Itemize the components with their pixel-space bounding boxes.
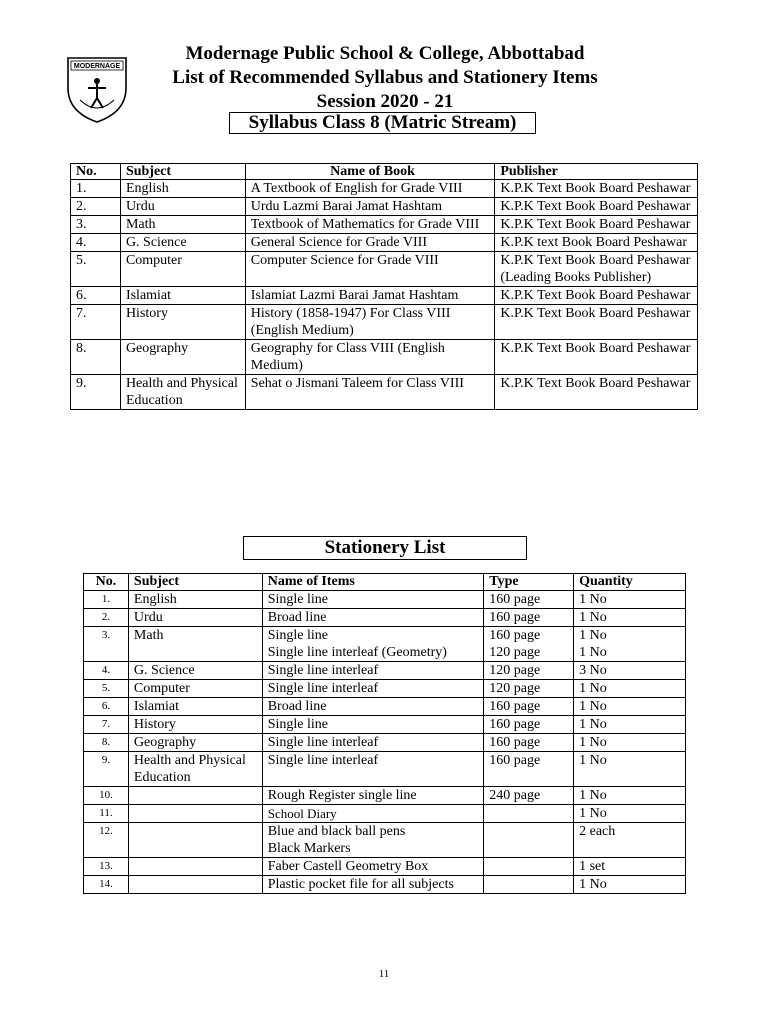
- cell-subject: [128, 823, 262, 858]
- table-row: [71, 340, 698, 375]
- table-row: [71, 287, 698, 305]
- cell-subject: History: [120, 305, 245, 340]
- table-row: [84, 752, 686, 787]
- cell-publisher: K.P.K Text Book Board Peshawar: [495, 198, 698, 216]
- cell-publisher: K.P.K text Book Board Peshawar: [495, 234, 698, 252]
- table-row: [84, 662, 686, 680]
- cell-book: A Textbook of English for Grade VIII: [245, 180, 495, 198]
- session-label: Session 2020 - 21: [316, 91, 454, 112]
- table-row: [71, 375, 698, 410]
- cell-type: 160 page: [484, 734, 574, 752]
- cell-quantity: 1 No: [574, 591, 686, 609]
- cell-publisher: K.P.K Text Book Board Peshawar: [495, 216, 698, 234]
- cell-subject: Computer: [120, 252, 245, 287]
- cell-publisher: K.P.K Text Book Board Peshawar: [495, 180, 698, 198]
- table-row: [84, 858, 686, 876]
- cell-subject: English: [128, 591, 262, 609]
- table-row: [84, 680, 686, 698]
- cell-book: Textbook of Mathematics for Grade VIII: [245, 216, 495, 234]
- cell-subject: [128, 805, 262, 823]
- cell-type: 160 page: [484, 752, 574, 787]
- syllabus-class-title: Syllabus Class 8 (Matric Stream): [229, 112, 536, 134]
- cell-quantity: 2 each: [574, 823, 686, 858]
- cell-book: Islamiat Lazmi Barai Jamat Hashtam: [245, 287, 495, 305]
- col-header-type: Type: [484, 574, 574, 591]
- cell-quantity: 1 No: [574, 787, 686, 805]
- cell-item: Single line interleaf: [262, 734, 484, 752]
- col-header-subject: Subject: [128, 574, 262, 591]
- cell-book: Urdu Lazmi Barai Jamat Hashtam: [245, 198, 495, 216]
- cell-type: 160 page: [484, 716, 574, 734]
- cell-item: School Diary: [262, 805, 484, 823]
- table-row: [84, 627, 686, 662]
- cell-no: 2.: [71, 198, 121, 216]
- cell-no: 11.: [84, 805, 129, 823]
- cell-quantity: 1 No: [574, 698, 686, 716]
- cell-subject: Islamiat: [128, 698, 262, 716]
- col-header-quantity: Quantity: [574, 574, 686, 591]
- cell-type: 120 page: [484, 662, 574, 680]
- table-row: [84, 823, 686, 858]
- cell-subject: Islamiat: [120, 287, 245, 305]
- col-header-publisher: Publisher: [495, 164, 698, 180]
- cell-book: Geography for Class VIII (English Medium): [245, 340, 495, 375]
- cell-no: 4.: [71, 234, 121, 252]
- cell-no: 2.: [84, 609, 129, 627]
- cell-subject: G. Science: [128, 662, 262, 680]
- cell-item: Single line: [262, 716, 484, 734]
- page-number: 11: [378, 968, 390, 980]
- cell-subject: Math: [128, 627, 262, 662]
- cell-item: Single line: [262, 591, 484, 609]
- table-row: [84, 609, 686, 627]
- cell-no: 7.: [71, 305, 121, 340]
- table-row: [84, 591, 686, 609]
- stationery-list-title: Stationery List: [243, 536, 527, 560]
- table-row: [84, 716, 686, 734]
- table-row: [71, 234, 698, 252]
- table-row: [71, 216, 698, 234]
- cell-no: 7.: [84, 716, 129, 734]
- cell-no: 5.: [84, 680, 129, 698]
- cell-item: Faber Castell Geometry Box: [262, 858, 484, 876]
- cell-item: Single line interleaf: [262, 680, 484, 698]
- cell-no: 6.: [84, 698, 129, 716]
- cell-item: Single line interleaf: [262, 752, 484, 787]
- cell-no: 3.: [84, 627, 129, 662]
- cell-quantity: 1 No 1 No: [574, 627, 686, 662]
- cell-book: General Science for Grade VIII: [245, 234, 495, 252]
- cell-type: 160 page: [484, 609, 574, 627]
- col-header-items: Name of Items: [262, 574, 484, 591]
- cell-subject: [128, 787, 262, 805]
- cell-subject: G. Science: [120, 234, 245, 252]
- cell-no: 4.: [84, 662, 129, 680]
- table-row: [84, 876, 686, 894]
- cell-item: Single line interleaf: [262, 662, 484, 680]
- syllabus-header-row: [71, 164, 698, 180]
- cell-subject: Urdu: [128, 609, 262, 627]
- col-header-subject: Subject: [120, 164, 245, 180]
- cell-publisher: K.P.K Text Book Board Peshawar: [495, 287, 698, 305]
- stationery-header-row: [84, 574, 686, 591]
- cell-type: 240 page: [484, 787, 574, 805]
- cell-type: 160 page: [484, 698, 574, 716]
- cell-no: 8.: [71, 340, 121, 375]
- cell-publisher: K.P.K Text Book Board Peshawar: [495, 375, 698, 410]
- col-header-no: No.: [71, 164, 121, 180]
- cell-book: Computer Science for Grade VIII: [245, 252, 495, 287]
- cell-quantity: 1 No: [574, 609, 686, 627]
- cell-quantity: 1 No: [574, 805, 686, 823]
- cell-no: 5.: [71, 252, 121, 287]
- cell-subject: Geography: [120, 340, 245, 375]
- cell-no: 10.: [84, 787, 129, 805]
- cell-no: 9.: [84, 752, 129, 787]
- cell-book: History (1858-1947) For Class VIII (English Medium): [245, 305, 495, 340]
- cell-subject: Health and Physical Education: [128, 752, 262, 787]
- cell-item: Broad line: [262, 698, 484, 716]
- cell-type: [484, 805, 574, 823]
- cell-no: 13.: [84, 858, 129, 876]
- cell-type: 160 page: [484, 591, 574, 609]
- cell-subject: English: [120, 180, 245, 198]
- school-crest-logo: [66, 54, 128, 124]
- cell-quantity: 3 No: [574, 662, 686, 680]
- cell-no: 3.: [71, 216, 121, 234]
- table-row: [84, 805, 686, 823]
- cell-quantity: 1 No: [574, 876, 686, 894]
- col-header-book: Name of Book: [245, 164, 495, 180]
- syllabus-table: [70, 163, 698, 410]
- cell-quantity: 1 No: [574, 716, 686, 734]
- cell-publisher: K.P.K Text Book Board Peshawar: [495, 340, 698, 375]
- cell-quantity: 1 set: [574, 858, 686, 876]
- table-row: [71, 252, 698, 287]
- cell-no: 14.: [84, 876, 129, 894]
- cell-no: 1.: [71, 180, 121, 198]
- school-name: Modernage Public School & College, Abbottabad: [185, 43, 585, 64]
- cell-item: Plastic pocket file for all subjects: [262, 876, 484, 894]
- cell-no: 12.: [84, 823, 129, 858]
- cell-type: [484, 876, 574, 894]
- cell-subject: Health and Physical Education: [120, 375, 245, 410]
- cell-subject: Computer: [128, 680, 262, 698]
- cell-no: 9.: [71, 375, 121, 410]
- cell-subject: [128, 876, 262, 894]
- cell-no: 8.: [84, 734, 129, 752]
- table-row: [84, 787, 686, 805]
- table-row: [84, 734, 686, 752]
- cell-book: Sehat o Jismani Taleem for Class VIII: [245, 375, 495, 410]
- cell-type: 120 page: [484, 680, 574, 698]
- col-header-no: No.: [84, 574, 129, 591]
- cell-quantity: 1 No: [574, 680, 686, 698]
- cell-subject: History: [128, 716, 262, 734]
- cell-type: [484, 858, 574, 876]
- cell-subject: Geography: [128, 734, 262, 752]
- cell-subject: Urdu: [120, 198, 245, 216]
- cell-quantity: 1 No: [574, 752, 686, 787]
- cell-item: Single line Single line interleaf (Geometry): [262, 627, 484, 662]
- cell-no: 6.: [71, 287, 121, 305]
- table-row: [71, 180, 698, 198]
- cell-item: Rough Register single line: [262, 787, 484, 805]
- cell-publisher: K.P.K Text Book Board Peshawar (Leading Books Publisher): [495, 252, 698, 287]
- table-row: [71, 198, 698, 216]
- cell-item: Blue and black ball pens Black Markers: [262, 823, 484, 858]
- cell-type: [484, 823, 574, 858]
- cell-subject: [128, 858, 262, 876]
- table-row: [71, 305, 698, 340]
- cell-item: Broad line: [262, 609, 484, 627]
- cell-type: 160 page 120 page: [484, 627, 574, 662]
- cell-publisher: K.P.K Text Book Board Peshawar: [495, 305, 698, 340]
- table-row: [84, 698, 686, 716]
- logo-text: MODERNAGE: [73, 63, 121, 70]
- stationery-table: [83, 573, 686, 894]
- cell-quantity: 1 No: [574, 734, 686, 752]
- cell-no: 1.: [84, 591, 129, 609]
- document-title: List of Recommended Syllabus and Stationery Items: [172, 67, 598, 88]
- cell-subject: Math: [120, 216, 245, 234]
